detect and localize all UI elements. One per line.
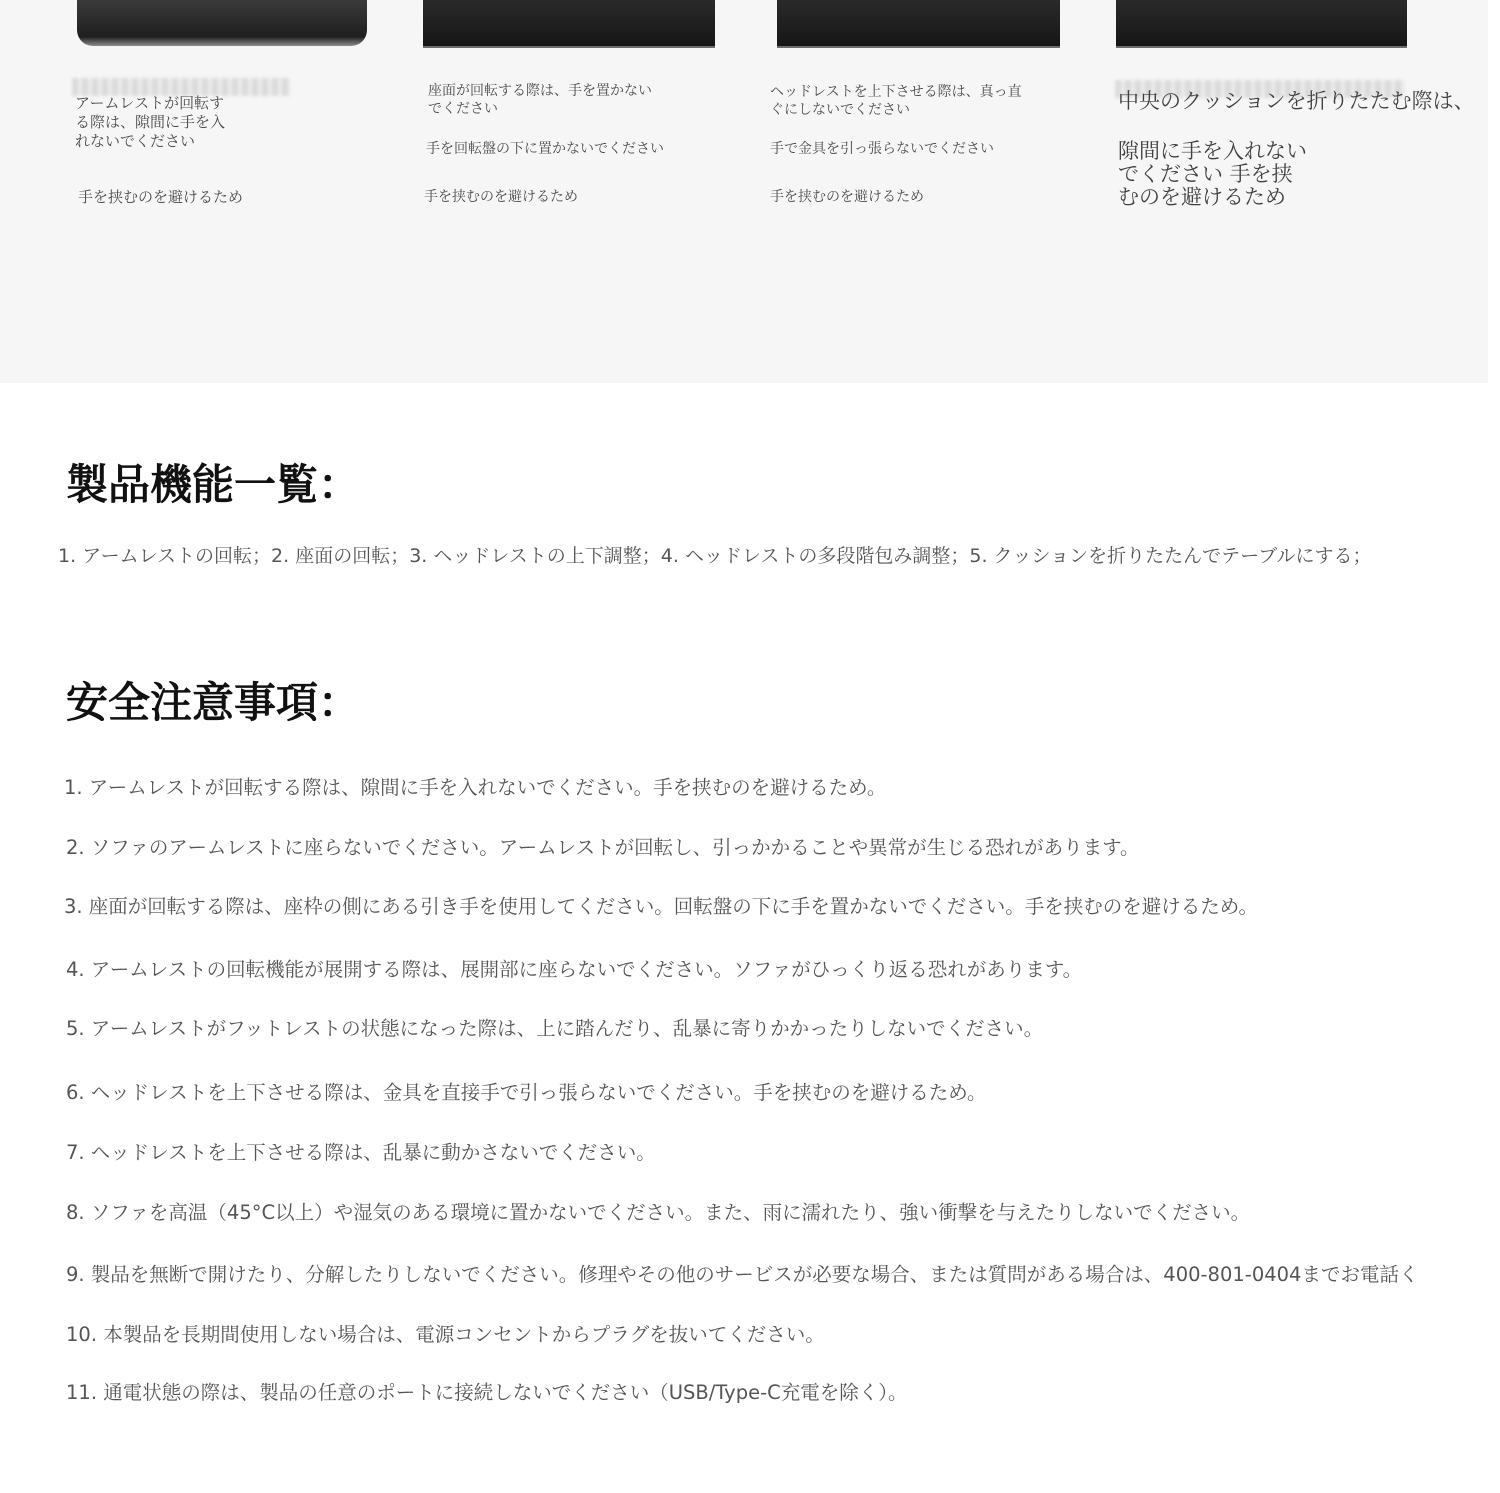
- step-4-detail: 隙間に手を入れない でください 手を挟 むのを避けるため: [1118, 139, 1307, 209]
- step-4-title: 中央のクッションを折りたたむ際は、: [1118, 89, 1475, 113]
- step-1-caption: アームレストが回転す る際は、隙間に手を入 れないでください: [75, 94, 226, 150]
- safety-item: 10. 本製品を長期間使用しない場合は、電源コンセントからプラグを抜いてください。: [66, 1323, 825, 1346]
- headrest-photo: [777, 0, 1060, 48]
- safety-item: 11. 通電状態の際は、製品の任意のポートに接続しないでください（USB/Type-C充電を除く）。: [66, 1381, 908, 1404]
- safety-item: 8. ソファを高温（45°C以上）や湿気のある環境に置かないでください。また、雨に濡れたり、強い衝撃を与えたりしないでください。: [66, 1201, 1251, 1224]
- instruction-panel: [0, 0, 1488, 383]
- cushion-fold-photo: [1116, 0, 1407, 48]
- safety-item: 3. 座面が回転する際は、座枠の側にある引き手を使用してください。回転盤の下に手を置かないでください。手を挟むのを避けるため。: [64, 895, 1259, 918]
- step-1-reason: 手を挟むのを避けるため: [78, 188, 244, 206]
- safety-heading: 安全注意事項：: [66, 678, 361, 727]
- step-2-title: 座面が回転する際は、手を置かない でください: [428, 83, 652, 117]
- safety-item: 9. 製品を無断で開けたり、分解したりしないでください。修理やその他のサービスが必要な場合、または質問がある場合は、400-801-0404までお電話く: [66, 1263, 1419, 1286]
- step-3-detail: 手で金具を引っ張らないでください: [770, 141, 994, 157]
- step-3-reason: 手を挟むのを避けるため: [770, 189, 924, 205]
- step-3-title: ヘッドレストを上下させる際は、真っ直 ぐにしないでください: [770, 84, 1022, 118]
- step-2-detail: 手を回転盤の下に置かないでください: [426, 141, 664, 157]
- safety-item: 4. アームレストの回転機能が展開する際は、展開部に座らないでください。ソファがひっくり返る恐れがあります。: [66, 958, 1083, 981]
- features-heading: 製品機能一覧：: [66, 460, 361, 509]
- safety-item: 1. アームレストが回転する際は、隙間に手を入れないでください。手を挟むのを避けるため。: [64, 776, 887, 799]
- seat-rotation-photo: [423, 0, 715, 48]
- armrest-photo: [77, 0, 367, 46]
- features-list: 1. アームレストの回転；2. 座面の回転；3. ヘッドレストの上下調整；4. ヘッドレストの多段階包み調整；5. クッションを折りたたんでテーブルにする；: [58, 545, 1372, 567]
- safety-item: 5. アームレストがフットレストの状態になった際は、上に踏んだり、乱暴に寄りかかったりしないでください。: [66, 1017, 1044, 1040]
- safety-item: 7. ヘッドレストを上下させる際は、乱暴に動かさないでください。: [66, 1141, 656, 1164]
- step-2-reason: 手を挟むのを避けるため: [424, 189, 578, 205]
- safety-item: 2. ソファのアームレストに座らないでください。アームレストが回転し、引っかかることや異常が生じる恐れがあります。: [66, 836, 1140, 859]
- safety-item: 6. ヘッドレストを上下させる際は、金具を直接手で引っ張らないでください。手を挟むのを避けるため。: [66, 1081, 987, 1104]
